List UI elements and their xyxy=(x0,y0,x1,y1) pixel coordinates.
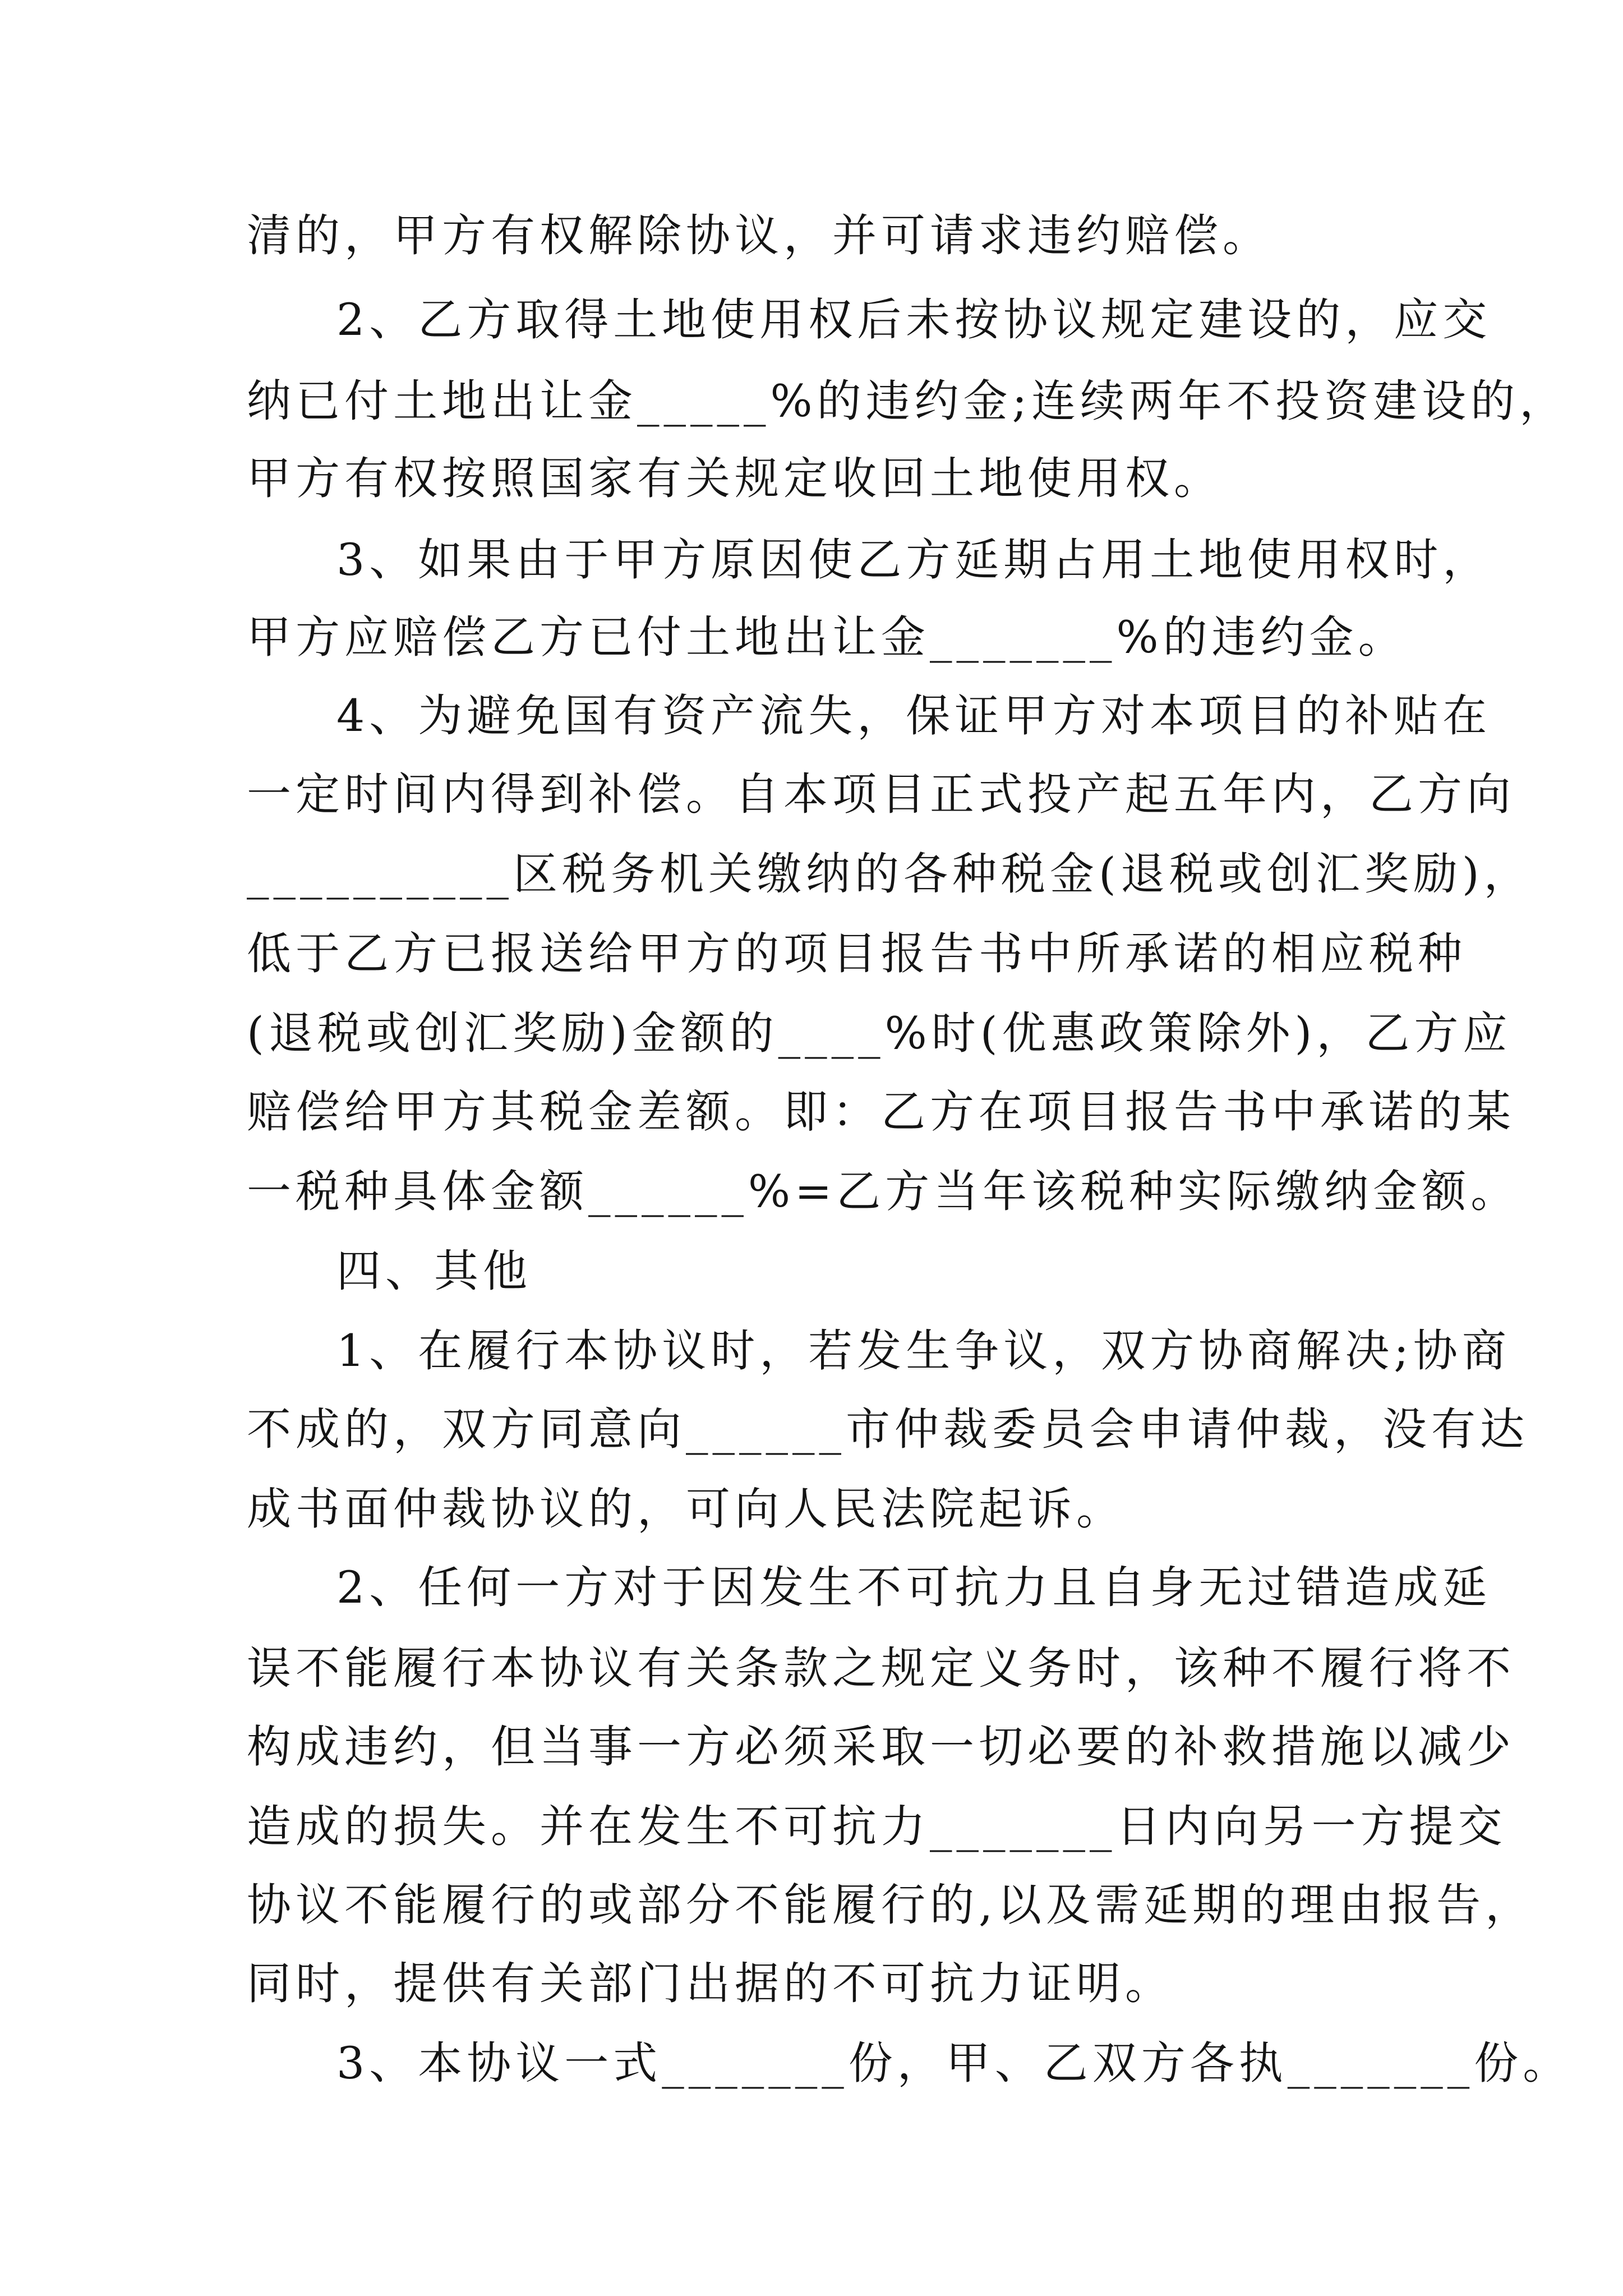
text-line: 3、本协议一式_______份，甲、乙双方各执_______份。 xyxy=(336,2037,1572,2089)
text-line: (退税或创汇奖励)金额的____%时(优惠政策除外)，乙方应 xyxy=(247,1007,1512,1059)
text-line: 清的，甲方有权解除协议，并可请求违约赔偿。 xyxy=(247,210,1271,261)
text-line: 协议不能履行的或部分不能履行的,以及需延期的理由报告， xyxy=(247,1879,1534,1931)
section-heading: 四、其他 xyxy=(336,1245,532,1297)
text-line: 赔偿给甲方其税金差额。即：乙方在项目报告书中承诺的某 xyxy=(247,1086,1515,1138)
text-line: 2、任何一方对于因发生不可抗力且自身无过错造成延 xyxy=(336,1562,1492,1613)
text-line: 一定时间内得到补偿。自本项目正式投产起五年内，乙方向 xyxy=(247,769,1515,820)
text-line: 不成的，双方同意向______市仲裁委员会申请仲裁，没有达 xyxy=(247,1404,1529,1455)
text-line: 1、在履行本协议时，若发生争议，双方协商解决;协商 xyxy=(336,1325,1511,1377)
text-line: 2、乙方取得土地使用权后未按协议规定建设的，应交 xyxy=(336,294,1492,346)
text-line: 成书面仲裁协议的，可向人民法院起诉。 xyxy=(247,1483,1125,1535)
text-line: __________区税务机关缴纳的各种税金(退税或创汇奖励)， xyxy=(247,848,1533,900)
text-line: 4、为避免国有资产流失，保证甲方对本项目的补贴在 xyxy=(336,690,1492,742)
text-line: 3、如果由于甲方原因使乙方延期占用土地使用权时， xyxy=(336,534,1492,586)
text-line: 甲方应赔偿乙方已付土地出让金_______%的违约金。 xyxy=(247,611,1407,663)
text-line: 误不能履行本协议有关条款之规定义务时，该种不履行将不 xyxy=(247,1642,1515,1694)
text-line: 低于乙方已报送给甲方的项目报告书中所承诺的相应税种 xyxy=(247,928,1467,979)
text-line: 造成的损失。并在发生不可抗力_______日内向另一方提交 xyxy=(247,1801,1507,1852)
text-line: 同时，提供有关部门出据的不可抗力证明。 xyxy=(247,1958,1174,2009)
text-line: 甲方有权按照国家有关规定收回土地使用权。 xyxy=(247,453,1223,504)
text-line: 一税种具体金额______%=乙方当年该税种实际缴纳金额。 xyxy=(247,1166,1520,1217)
text-line: 纳已付土地出让金_____%的违约金;连续两年不投资建设的， xyxy=(247,375,1569,427)
text-line: 构成违约，但当事一方必须采取一切必要的补救措施以减少 xyxy=(247,1721,1515,1773)
